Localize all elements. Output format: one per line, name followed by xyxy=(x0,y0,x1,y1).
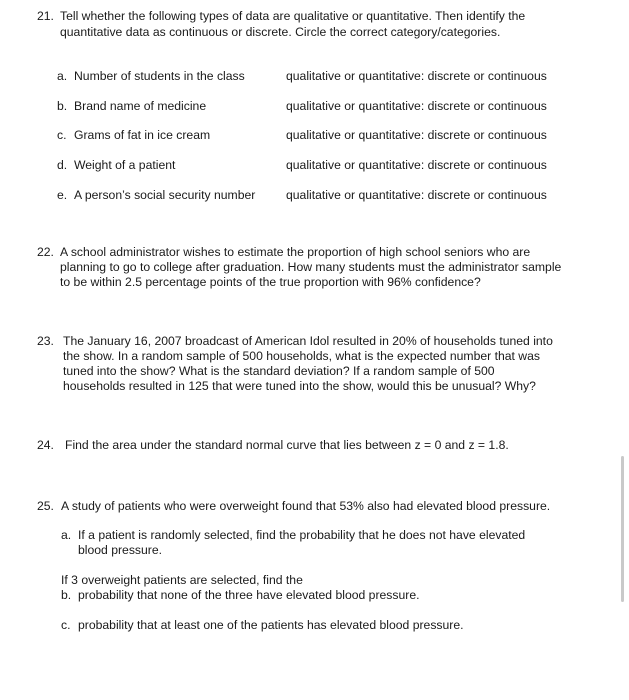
q21-item-d-label: d. xyxy=(57,158,68,172)
q22-line1: A school administrator wishes to estimate the proportion of high school seniors who are xyxy=(60,245,531,259)
q25-intro: If 3 overweight patients are selected, find the xyxy=(61,573,303,587)
q21-item-b-choices: qualitative or quantitative: discrete or continuous xyxy=(286,99,547,113)
q21-item-d-text: Weight of a patient xyxy=(74,158,176,172)
q21-item-b-label: b. xyxy=(57,99,68,113)
q21-item-a-label: a. xyxy=(57,69,68,83)
q22-number: 22. xyxy=(37,245,54,259)
q21-text-line1: Tell whether the following types of data are qualitative or quantitative. Then identify the xyxy=(60,9,526,23)
q21-number: 21. xyxy=(37,9,54,23)
q21-item-e-label: e. xyxy=(57,188,68,202)
q25-c-text: probability that at least one of the patients has elevated blood pressure. xyxy=(78,618,464,632)
q23-line4: households resulted in 125 that were tuned into the show, would this be unusual? Why? xyxy=(63,379,536,393)
q21-item-b-text: Brand name of medicine xyxy=(74,99,207,113)
q21-item-e-choices: qualitative or quantitative: discrete or continuous xyxy=(286,188,547,202)
q23-line2: the show. In a random sample of 500 households, what is the expected number that was xyxy=(63,349,540,363)
q22-line3: to be within 2.5 percentage points of the true proportion with 96% confidence? xyxy=(60,275,481,289)
q24-text: Find the area under the standard normal curve that lies between z = 0 and z = 1.8. xyxy=(65,438,509,452)
q25-a-line1: If a patient is randomly selected, find the probability that he does not have elevated xyxy=(78,528,526,542)
q25-b-text: probability that none of the three have elevated blood pressure. xyxy=(78,588,420,602)
q21-item-a-choices: qualitative or quantitative: discrete or continuous xyxy=(286,69,547,83)
q21-item-e-text: A person’s social security number xyxy=(74,188,256,202)
q21-text-line2: quantitative data as continuous or discrete. Circle the correct category/categories. xyxy=(60,25,501,39)
q25-text: A study of patients who were overweight found that 53% also had elevated blood pressure. xyxy=(61,499,551,513)
q23-line1: The January 16, 2007 broadcast of American Idol resulted in 20% of households tuned into xyxy=(63,334,553,348)
q25-c-label: c. xyxy=(61,618,71,632)
q25-b-label: b. xyxy=(61,588,72,602)
q24-number: 24. xyxy=(37,438,54,452)
q21-item-c-choices: qualitative or quantitative: discrete or continuous xyxy=(286,128,547,142)
q25-number: 25. xyxy=(37,499,54,513)
q25-a-label: a. xyxy=(61,528,72,542)
q21-item-d-choices: qualitative or quantitative: discrete or continuous xyxy=(286,158,547,172)
q25-a-line2: blood pressure. xyxy=(78,543,163,557)
q23-number: 23. xyxy=(37,334,54,348)
q21-item-c-text: Grams of fat in ice cream xyxy=(74,128,211,142)
q23-line3: tuned into the show? What is the standard deviation? If a random sample of 500 xyxy=(63,364,495,378)
q21-item-a-text: Number of students in the class xyxy=(74,69,245,83)
vertical-scrollbar-thumb[interactable] xyxy=(621,456,624,602)
q21-item-c-label: c. xyxy=(57,128,67,142)
q22-line2: planning to go to college after graduation. How many students must the administrator sample xyxy=(60,260,562,274)
